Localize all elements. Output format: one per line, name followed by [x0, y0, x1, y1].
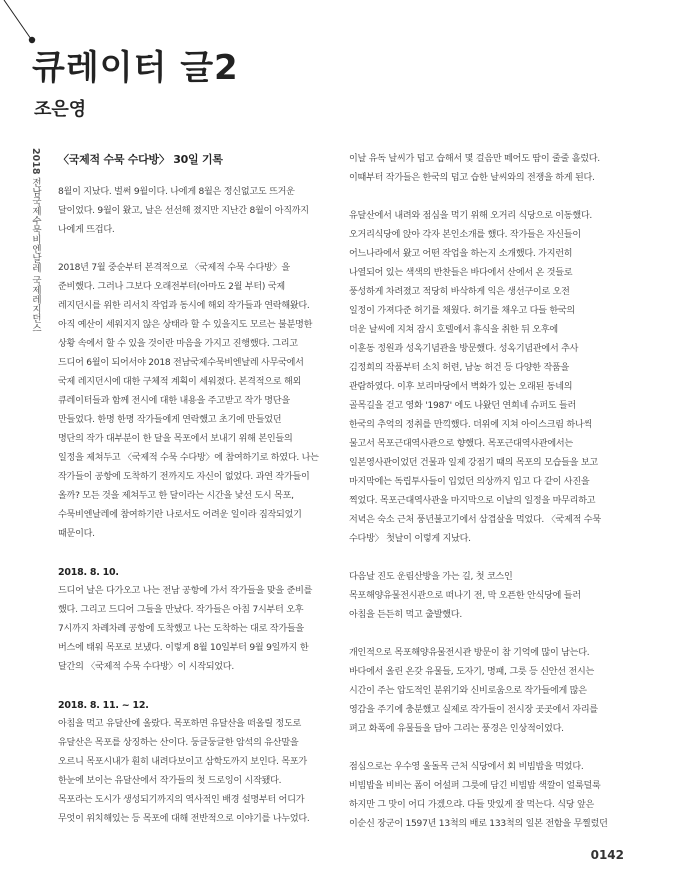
text-line: 버스에 태워 목포로 보냈다. 이렇게 8월 10일부터 9월 9일까지 한	[58, 643, 309, 653]
right-column	[349, 150, 613, 834]
text-line: 올까? 모든 것을 제쳐두고 한 달이라는 시간을 낯선 도시 목포,	[58, 491, 294, 501]
text-line: 골목길을 걷고 영화 '1987' 에도 나왔던 연희네 슈퍼도 들러	[349, 401, 576, 411]
left-column	[58, 150, 322, 829]
text-line: 목포라는 도시가 생성되기까지의 역사적인 배경 설명부터 어디가	[58, 795, 305, 805]
text-line: 마지막에는 독립투사들이 입었던 의상까지 입고 다 같이 사진을	[349, 477, 590, 487]
text-line: 이날 유독 날씨가 덥고 습해서 몇 걸음만 떼어도 땀이 줄줄 흘렀다.	[349, 154, 600, 164]
text-line: 무엇이 위치해있는 등 목포에 대해 전반적으로 이야기를 나누었다.	[58, 814, 310, 824]
vertical-year: 2018	[30, 148, 41, 175]
text-line: 물고서 목포근대역사관으로 향했다. 목포근대역사관에서는	[349, 439, 573, 449]
text-line: 준비했다. 그러나 그보다 오래전부터(아마도 2월 부터) 국제	[58, 282, 285, 292]
text-line: 이때부터 작가들은 한국의 덥고 습한 날씨와의 전쟁을 하게 된다.	[349, 173, 595, 183]
text-line: 아침을 먹고 유달산에 올랐다. 목포하면 유달산을 떠올릴 정도로	[58, 719, 302, 729]
text-line: 하지만 그 맛이 어디 가겠으랴. 다들 맛있게 잘 먹는다. 식당 앞은	[349, 800, 595, 810]
text-line: 일정이 가져다준 허기를 채웠다. 허기를 채우고 다들 한국의	[349, 306, 575, 316]
text-line: 일정을 제쳐두고 〈국제적 수묵 수다방〉에 참여하기로 하였다. 나는	[58, 453, 319, 463]
text-line: 목포해양유물전시관으로 떠나기 전, 막 오픈한 안식당에 들러	[349, 591, 581, 601]
text-line: 유달산은 목포를 상징하는 산이다. 둥글둥글한 암석의 유산말을	[58, 738, 299, 748]
section-heading: 〈국제적 수묵 수다방〉 30일 기록	[58, 153, 223, 166]
text-line: 명단의 작가 대부분이 한 달을 목포에서 보내기 위해 본인들의	[58, 434, 293, 444]
paragraph	[349, 758, 613, 834]
text-line: 7시까지 차례차례 공항에 도착했고 나는 도착하는 대로 작가들을	[58, 624, 304, 634]
text-line: 드디어 6월이 되어서야 2018 전남국제수묵비엔날레 사무국에서	[58, 358, 304, 368]
page-number: 0142	[590, 848, 624, 862]
text-line: 했다. 그리고 드디어 그들을 만났다. 작가들은 아침 7시부터 오후	[58, 605, 304, 615]
paragraph	[58, 715, 322, 829]
text-line: 점심으로는 우수영 울돌목 근처 식당에서 회 비빔밥을 먹었다.	[349, 762, 584, 772]
text-line: 더운 날씨에 지쳐 잠시 호텔에서 휴식을 취한 뒤 오후에	[349, 325, 558, 335]
text-line: 나열되어 있는 색색의 반찬들은 바다에서 산에서 온 것들로	[349, 268, 573, 278]
text-line: 관람하였다. 이후 보리마당에서 벽화가 있는 오래된 동네의	[349, 382, 573, 392]
text-line: 유달산에서 내려와 점심을 먹기 위해 오거리 식당으로 이동했다.	[349, 211, 593, 221]
text-line: 수다방〉 첫날이 이렇게 지났다.	[349, 534, 471, 544]
text-line: 작가들이 공항에 도착하기 전까지도 자신이 없었다. 과연 작가들이	[58, 472, 310, 482]
text-line: 시간이 주는 압도적인 분위기와 신비로움으로 작가들에게 많은	[349, 686, 587, 696]
text-line: 풍성하게 차려졌고 적당히 바삭하게 익은 생선구이로 오전	[349, 287, 570, 297]
author-name: 조은영	[34, 99, 87, 120]
text-line: 비빔밥을 비비는 폼이 어설퍼 그릇에 담긴 비빔밥 색깔이 얼룩덜룩	[349, 781, 601, 791]
text-line: 한눈에 보이는 유달산에서 작가들의 첫 드로잉이 시작됐다.	[58, 776, 282, 786]
text-line: 오거리식당에 앉아 각자 본인소개를 했다. 작가들은 자신들이	[349, 230, 581, 240]
text-line: 상황 속에서 할 수 있을 것이란 마음을 가지고 진행했다. 그리고	[58, 339, 298, 349]
paragraph	[349, 150, 613, 188]
text-line: 찍었다. 목포근대역사관을 마지막으로 이날의 일정을 마무리하고	[349, 496, 596, 506]
text-line: 아침을 든든히 먹고 출발했다.	[349, 610, 462, 620]
text-line: 때문이다.	[58, 529, 95, 539]
text-line: 2018년 7월 중순부터 본격적으로 〈국제적 수묵 수다방〉을	[58, 263, 290, 273]
paragraph	[58, 582, 322, 677]
paragraph	[58, 259, 322, 544]
paragraph	[58, 183, 322, 240]
text-line: 오르니 목포시내가 훤히 내려다보이고 삼학도까지 보인다. 목포가	[58, 757, 307, 767]
vertical-section-label	[28, 148, 42, 333]
text-line: 영감을 주기에 충분했고 실제로 작가들이 전시장 곳곳에서 자리를	[349, 705, 598, 715]
text-line: 저녁은 숙소 근처 풍년불고기에서 삼겹살을 먹었다. 〈국제적 수묵	[349, 515, 601, 525]
text-line: 어느나라에서 왔고 어떤 작업을 하는지 소개했다. 가지런히	[349, 249, 573, 259]
text-line: 달간의 〈국제적 수묵 수다방〉이 시작되었다.	[58, 662, 234, 672]
paragraph	[349, 568, 613, 625]
text-line: 8월이 지났다. 벌써 9월이다. 나에게 8월은 정신없고도 뜨거운	[58, 187, 295, 197]
text-line: 수묵비엔날레에 참여하기란 나로서도 어려운 일이라 짐작되었기	[58, 510, 302, 520]
text-line: 다음날 진도 운림산방을 가는 길, 첫 코스인	[349, 572, 513, 582]
text-line: 펴고 화폭에 유물들을 담아 그리는 풍경은 인상적이었다.	[349, 724, 564, 734]
text-line: 바다에서 올린 온갖 유물들, 도자기, 명패, 그릇 등 신안선 전시는	[349, 667, 595, 677]
text-line: 큐레이터들과 함께 전시에 대한 내용을 주고받고 작가 명단을	[58, 396, 290, 406]
text-line: 레지던시를 위한 리서치 작업과 동시에 해외 작가들과 연락해왔다.	[58, 301, 310, 311]
date-heading: 2018. 8. 10.	[58, 567, 119, 578]
text-line: 한국의 추억의 정취를 만끽했다. 더위에 지쳐 아이스크림 하나씩	[349, 420, 593, 430]
text-line: 만들었다. 한명 한명 작가들에게 연락했고 초기에 만들었던	[58, 415, 282, 425]
text-line: 개인적으로 목포해양유물전시관 방문이 참 기억에 많이 남는다.	[349, 648, 590, 658]
page-title: 큐레이터 글2	[32, 48, 239, 88]
text-line: 국제 레지던시에 대한 구체적 계획이 세워졌다. 본격적으로 해외	[58, 377, 302, 387]
text-line: 드디어 날은 다가오고 나는 전남 공항에 가서 작가들을 맞을 준비를	[58, 586, 313, 596]
paragraph	[349, 207, 613, 549]
text-line: 나에게 뜨겁다.	[58, 225, 115, 235]
text-line: 이훈동 정원과 성옥기념관을 방문했다. 성옥기념관에서 추사	[349, 344, 579, 354]
text-line: 김정희의 작품부터 소치 허련, 남농 허건 등 다양한 작품을	[349, 363, 570, 373]
vertical-label-text: 전남국제수묵비엔날레 국제레지던스	[30, 174, 41, 333]
text-line: 이순신 장군이 1597년 13척의 배로 133척의 일본 전함을 무찔렀던	[349, 819, 608, 829]
paragraph	[349, 644, 613, 739]
text-line: 일본영사관이었던 건물과 일제 강점기 때의 목포의 모습들을 보고	[349, 458, 598, 468]
text-line: 아직 예산이 세워지지 않은 상태라 할 수 있을지도 모르는 불분명한	[58, 320, 313, 330]
date-heading: 2018. 8. 11. ~ 12.	[58, 700, 149, 711]
decorative-line	[0, 0, 40, 50]
text-line: 달이었다. 9월이 왔고, 날은 선선해 졌지만 지난간 8월이 아직까지	[58, 206, 309, 216]
